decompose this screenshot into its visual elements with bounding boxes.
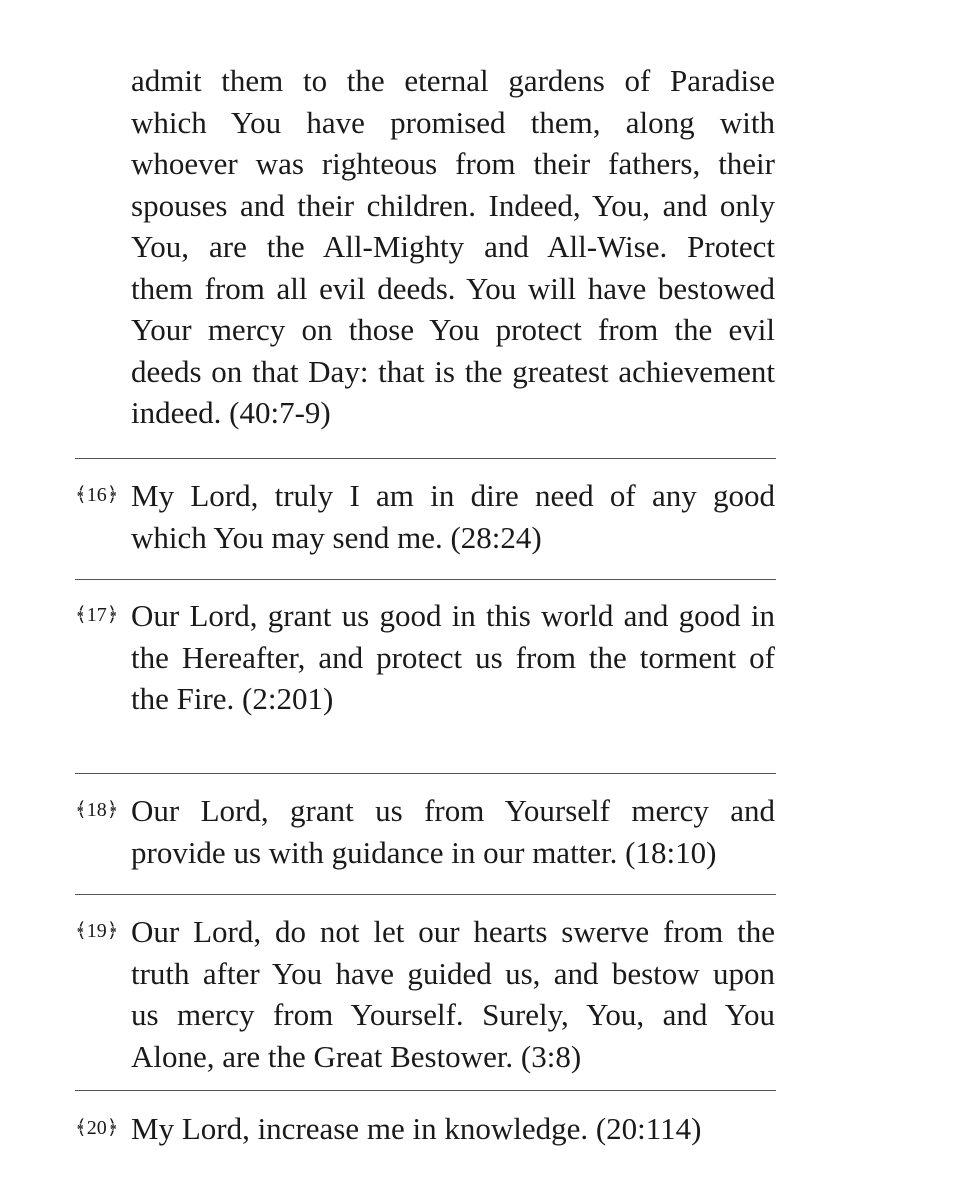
entry-number-16: ﴾16﴿: [75, 484, 119, 506]
text-line: Our Lord, grant us from Yourself mercy and: [131, 793, 775, 828]
text-line: indeed. (40:7-9): [131, 395, 331, 430]
text-line: Our Lord, do not let our hearts swerve from the: [131, 914, 775, 949]
entry-16-text: [131, 475, 775, 558]
text-line: provide us with guidance in our matter. (18:10): [131, 834, 717, 870]
text-line: My Lord, increase me in knowledge. (20:114): [131, 1111, 702, 1146]
entry-number-17: ﴾17﴿: [75, 604, 119, 626]
divider: [75, 773, 776, 774]
text-line: You, are the All-Mighty and All-Wise. Protect: [131, 229, 775, 264]
text-line: Your mercy on those You protect from the evil: [131, 312, 775, 347]
text-line: Alone, are the Great Bestower. (3:8): [131, 1038, 582, 1074]
text-line: the Hereafter, and protect us from the torment of: [131, 639, 775, 675]
text-line: truth after You have guided us, and bestow upon: [131, 955, 775, 991]
entry-number-18: ﴾18﴿: [75, 799, 119, 821]
text-line: which You have promised them, along with: [131, 104, 775, 140]
divider: [75, 1090, 776, 1091]
text-line: My Lord, truly I am in dire need of any good: [131, 478, 775, 513]
text-line: Our Lord, grant us good in this world and good in: [131, 598, 775, 633]
text-line: which You may send me. (28:24): [131, 519, 542, 555]
divider: [75, 894, 776, 895]
intro-paragraph: [131, 60, 775, 434]
text-line: the Fire. (2:201): [131, 681, 334, 716]
divider: [75, 458, 776, 459]
entry-number-19: ﴾19﴿: [75, 920, 119, 942]
text-line: us mercy from Yourself. Surely, You, and You: [131, 997, 775, 1032]
divider: [75, 579, 776, 580]
entry-18-text: [131, 790, 775, 873]
text-line: spouses and their children. Indeed, You, and only: [131, 187, 775, 223]
entry-number-20: ﴾20﴿: [75, 1117, 119, 1139]
text-line: them from all evil deeds. You will have bestowed: [131, 270, 775, 306]
text-line: admit them to the eternal gardens of Paradise: [131, 63, 775, 98]
entry-19-text: [131, 911, 775, 1077]
text-line: whoever was righteous from their fathers, their: [131, 146, 775, 181]
entry-20-text: [131, 1108, 775, 1150]
text-line: deeds on that Day: that is the greatest achievement: [131, 353, 775, 389]
entry-17-text: [131, 595, 775, 720]
